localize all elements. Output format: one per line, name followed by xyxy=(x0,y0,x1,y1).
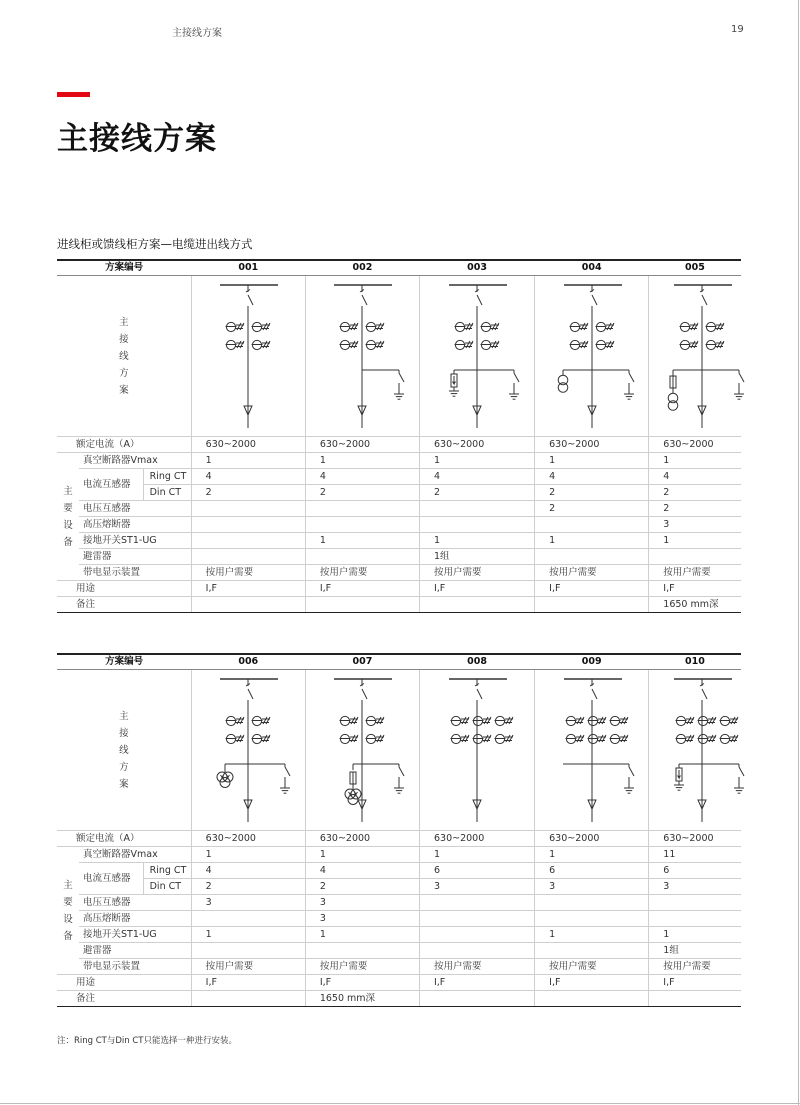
vcb-value: 1 xyxy=(191,453,305,469)
earthing-switch-row xyxy=(57,533,741,549)
hv-fuse-row xyxy=(57,517,741,533)
live-display-value: 按用户需要 xyxy=(305,565,419,581)
vcb-label: 真空断路器Vmax xyxy=(79,453,191,469)
remarks-value xyxy=(419,991,534,1007)
wire xyxy=(592,689,597,699)
vt-value: 3 xyxy=(305,895,419,911)
earthing-switch-value: 1 xyxy=(305,927,419,943)
wire xyxy=(362,689,367,699)
scheme-id: 006 xyxy=(191,654,305,670)
title-accent-bar xyxy=(57,92,90,97)
earthing-switch-row xyxy=(57,927,741,943)
table-header-row xyxy=(57,260,741,276)
hv-fuse-value xyxy=(535,517,649,533)
scheme-id: 004 xyxy=(535,260,649,276)
diagram-svg xyxy=(309,278,415,430)
single-line-diagram xyxy=(535,670,649,831)
single-line-diagram xyxy=(191,670,305,831)
din-ct-row xyxy=(57,485,741,501)
wire xyxy=(285,767,290,776)
single-line-diagram xyxy=(419,276,534,437)
earthing-switch-value: 1 xyxy=(649,533,741,549)
live-display-value: 按用户需要 xyxy=(191,565,305,581)
rated-current-row xyxy=(57,831,741,847)
ring-ct-value: 4 xyxy=(305,863,419,879)
diagram-group xyxy=(563,679,634,822)
vt-value: 2 xyxy=(535,501,649,517)
arrester-row xyxy=(57,943,741,959)
vt-value: 2 xyxy=(649,501,741,517)
remarks-label: 备注 xyxy=(57,597,191,613)
wire xyxy=(477,689,482,699)
vt-value xyxy=(649,895,741,911)
single-line-diagram xyxy=(305,276,419,437)
diagram-label-char: 线 xyxy=(119,744,129,756)
diagram-svg xyxy=(309,672,415,824)
wire xyxy=(592,295,597,305)
main-equipment-char: 要 xyxy=(63,896,73,908)
usage-value: I,F xyxy=(535,975,649,991)
diagram-group xyxy=(334,679,404,822)
earthing-switch-value: 1 xyxy=(535,927,649,943)
usage-value: I,F xyxy=(649,581,741,597)
arrester-value xyxy=(535,943,649,959)
din-ct-label: Din CT xyxy=(143,485,191,501)
diagram-row xyxy=(57,276,741,437)
page-title: 主接线方案 xyxy=(57,121,217,157)
single-line-diagram xyxy=(649,276,741,437)
diagram-svg xyxy=(424,672,530,824)
scheme-id: 005 xyxy=(649,260,741,276)
diagram-label-char: 案 xyxy=(119,384,129,396)
din-ct-value: 2 xyxy=(305,485,419,501)
vt-icon xyxy=(668,393,678,403)
page-edge-bottom xyxy=(0,1103,800,1104)
live-display-value: 按用户需要 xyxy=(191,959,305,975)
single-line-diagram xyxy=(305,670,419,831)
rated-current-value: 630~2000 xyxy=(649,831,741,847)
diagram-svg xyxy=(649,278,755,430)
rated-current-value: 630~2000 xyxy=(305,831,419,847)
hv-fuse-value xyxy=(535,911,649,927)
diagram-group xyxy=(668,285,744,428)
hv-fuse-value: 3 xyxy=(305,911,419,927)
remarks-value: 1650 mm深 xyxy=(305,991,419,1007)
remarks-row xyxy=(57,991,741,1007)
diagram-svg xyxy=(195,278,301,430)
arrester-label: 避雷器 xyxy=(79,943,191,959)
page-edge-right xyxy=(798,0,799,1105)
wire xyxy=(514,373,519,382)
vt-row xyxy=(57,895,741,911)
hv-fuse-row xyxy=(57,911,741,927)
rated-current-value: 630~2000 xyxy=(191,831,305,847)
live-display-row xyxy=(57,959,741,975)
usage-value: I,F xyxy=(419,581,534,597)
diagram-group xyxy=(217,679,290,822)
ring-ct-value: 4 xyxy=(191,469,305,485)
vcb-row xyxy=(57,453,741,469)
single-line-diagram xyxy=(649,670,741,831)
diagram-group xyxy=(220,285,278,428)
earthing-switch-value: 1 xyxy=(305,533,419,549)
live-display-value: 按用户需要 xyxy=(535,565,649,581)
vcb-value: 1 xyxy=(419,453,534,469)
scheme-id: 010 xyxy=(649,654,741,670)
usage-value: I,F xyxy=(191,581,305,597)
arrester-value xyxy=(191,943,305,959)
rated-current-value: 630~2000 xyxy=(191,437,305,453)
arrester-value: 1组 xyxy=(419,549,534,565)
ring-ct-value: 4 xyxy=(649,469,741,485)
rated-current-value: 630~2000 xyxy=(535,437,649,453)
din-ct-value: 2 xyxy=(649,485,741,501)
vcb-value: 1 xyxy=(535,847,649,863)
vcb-value: 1 xyxy=(305,453,419,469)
diagram-label-char: 接 xyxy=(119,727,129,739)
earthing-switch-value: 1 xyxy=(419,533,534,549)
wire xyxy=(477,295,482,305)
scheme-id: 008 xyxy=(419,654,534,670)
live-display-value: 按用户需要 xyxy=(419,565,534,581)
arrester-value: 1组 xyxy=(649,943,741,959)
vcb-value: 1 xyxy=(305,847,419,863)
rated-current-value: 630~2000 xyxy=(649,437,741,453)
ring-ct-value: 4 xyxy=(305,469,419,485)
arrester-value xyxy=(191,549,305,565)
ring-ct-label: Ring CT xyxy=(143,863,191,879)
diagram-label-char: 主 xyxy=(119,316,129,328)
earthing-switch-value xyxy=(191,533,305,549)
page-number: 19 xyxy=(731,24,744,35)
vt-icon xyxy=(558,383,568,393)
wire xyxy=(739,373,744,382)
main-equipment-char: 主 xyxy=(63,485,73,497)
scheme-no-label: 方案编号 xyxy=(57,654,191,670)
ring-ct-value: 4 xyxy=(419,469,534,485)
scheme-id: 007 xyxy=(305,654,419,670)
wire xyxy=(248,689,253,699)
hv-fuse-label: 高压熔断器 xyxy=(79,911,191,927)
diagram-svg xyxy=(195,672,301,824)
din-ct-value: 2 xyxy=(305,879,419,895)
diagram-label-char: 线 xyxy=(119,350,129,362)
single-line-diagram xyxy=(419,670,534,831)
diagram-label-char: 案 xyxy=(119,778,129,790)
scheme-id: 002 xyxy=(305,260,419,276)
usage-value: I,F xyxy=(305,581,419,597)
live-display-value: 按用户需要 xyxy=(649,565,741,581)
diagram-row-label xyxy=(57,670,191,831)
vcb-label: 真空断路器Vmax xyxy=(79,847,191,863)
hv-fuse-value xyxy=(191,911,305,927)
rated-current-row xyxy=(57,437,741,453)
earthing-switch-value: 1 xyxy=(191,927,305,943)
usage-value: I,F xyxy=(419,975,534,991)
rated-current-value: 630~2000 xyxy=(419,437,534,453)
earthing-switch-value: 1 xyxy=(649,927,741,943)
wire xyxy=(362,295,367,305)
din-ct-value: 2 xyxy=(535,485,649,501)
vcb-value: 1 xyxy=(649,453,741,469)
live-display-label: 带电显示装置 xyxy=(79,565,191,581)
diagram-group xyxy=(674,679,744,822)
usage-label: 用途 xyxy=(57,581,191,597)
live-display-value: 按用户需要 xyxy=(419,959,534,975)
din-ct-value: 3 xyxy=(649,879,741,895)
ring-ct-label: Ring CT xyxy=(143,469,191,485)
remarks-label: 备注 xyxy=(57,991,191,1007)
vt-value xyxy=(535,895,649,911)
rated-current-value: 630~2000 xyxy=(305,437,419,453)
ct-label: 电流互感器 xyxy=(79,469,143,501)
vt-value xyxy=(305,501,419,517)
diagram-label-char: 主 xyxy=(119,710,129,722)
din-ct-value: 2 xyxy=(419,485,534,501)
vcb-value: 1 xyxy=(419,847,534,863)
diagram-group xyxy=(334,285,404,428)
diagram-row xyxy=(57,670,741,831)
ring-ct-row xyxy=(57,469,741,485)
diagram-label-char: 方 xyxy=(119,761,129,773)
diagram-label-char: 接 xyxy=(119,333,129,345)
hv-fuse-value xyxy=(419,517,534,533)
main-equipment-char: 设 xyxy=(63,519,73,531)
arrester-value xyxy=(535,549,649,565)
wire xyxy=(629,767,634,776)
arrester-arrow-icon xyxy=(453,376,456,384)
vt-value xyxy=(419,501,534,517)
hv-fuse-value xyxy=(305,517,419,533)
scheme-table-2 xyxy=(57,653,741,1007)
wire xyxy=(702,295,707,305)
table-subtitle: 进线柜或馈线柜方案—电缆进出线方式 xyxy=(57,237,253,251)
scheme-id: 001 xyxy=(191,260,305,276)
arrester-value xyxy=(649,549,741,565)
remarks-value xyxy=(535,597,649,613)
vt-label: 电压互感器 xyxy=(79,895,191,911)
main-equipment-label xyxy=(57,453,79,581)
din-ct-row xyxy=(57,879,741,895)
vt-value xyxy=(191,501,305,517)
diagram-svg xyxy=(539,278,645,430)
vt-value xyxy=(419,895,534,911)
remarks-value xyxy=(419,597,534,613)
vcb-value: 1 xyxy=(191,847,305,863)
scheme-table-1 xyxy=(57,259,741,613)
vt-label: 电压互感器 xyxy=(79,501,191,517)
rated-current-label: 额定电流（A） xyxy=(57,831,191,847)
remarks-value xyxy=(649,991,741,1007)
remarks-value xyxy=(305,597,419,613)
din-ct-value: 2 xyxy=(191,485,305,501)
din-ct-value: 3 xyxy=(419,879,534,895)
remarks-value xyxy=(535,991,649,1007)
ring-ct-value: 6 xyxy=(535,863,649,879)
remarks-row xyxy=(57,597,741,613)
ring-ct-value: 6 xyxy=(419,863,534,879)
arrester-value xyxy=(305,549,419,565)
footnote: 注：Ring CT与Din CT只能选择一种进行安装。 xyxy=(57,1036,238,1046)
single-line-diagram xyxy=(191,276,305,437)
main-equipment-char: 主 xyxy=(63,879,73,891)
usage-value: I,F xyxy=(305,975,419,991)
main-equipment-char: 备 xyxy=(63,930,73,942)
remarks-value: 1650 mm深 xyxy=(649,597,741,613)
wire xyxy=(739,767,744,776)
hv-fuse-value: 3 xyxy=(649,517,741,533)
arrester-row xyxy=(57,549,741,565)
rated-current-value: 630~2000 xyxy=(535,831,649,847)
diagram-svg xyxy=(649,672,755,824)
wire xyxy=(248,295,253,305)
arrester-value xyxy=(305,943,419,959)
hv-fuse-value xyxy=(191,517,305,533)
vt-row xyxy=(57,501,741,517)
ring-ct-value: 4 xyxy=(535,469,649,485)
din-ct-value: 3 xyxy=(535,879,649,895)
vcb-value: 1 xyxy=(535,453,649,469)
live-display-value: 按用户需要 xyxy=(535,959,649,975)
vcb-value: 11 xyxy=(649,847,741,863)
main-equipment-char: 要 xyxy=(63,502,73,514)
wire xyxy=(629,373,634,382)
arrester-value xyxy=(419,943,534,959)
usage-row xyxy=(57,975,741,991)
usage-row xyxy=(57,581,741,597)
usage-value: I,F xyxy=(535,581,649,597)
live-display-value: 按用户需要 xyxy=(649,959,741,975)
hv-fuse-value xyxy=(649,911,741,927)
rated-current-label: 额定电流（A） xyxy=(57,437,191,453)
usage-value: I,F xyxy=(649,975,741,991)
earthing-switch-label: 接地开关ST1-UG xyxy=(79,927,191,943)
wire xyxy=(399,373,404,382)
remarks-value xyxy=(191,597,305,613)
live-display-row xyxy=(57,565,741,581)
earthing-switch-label: 接地开关ST1-UG xyxy=(79,533,191,549)
usage-value: I,F xyxy=(191,975,305,991)
diagram-label-char: 方 xyxy=(119,367,129,379)
vcb-row xyxy=(57,847,741,863)
live-display-value: 按用户需要 xyxy=(305,959,419,975)
arrester-label: 避雷器 xyxy=(79,549,191,565)
earthing-switch-value: 1 xyxy=(535,533,649,549)
scheme-id: 003 xyxy=(419,260,534,276)
ring-ct-row xyxy=(57,863,741,879)
diagram-group xyxy=(558,285,634,428)
diagram-group xyxy=(449,679,513,822)
ring-ct-value: 4 xyxy=(191,863,305,879)
diagram-row-label xyxy=(57,276,191,437)
scheme-id: 009 xyxy=(535,654,649,670)
hv-fuse-label: 高压熔断器 xyxy=(79,517,191,533)
main-equipment-label xyxy=(57,847,79,975)
wire xyxy=(399,767,404,776)
earthing-switch-value xyxy=(419,927,534,943)
wire xyxy=(702,689,707,699)
hv-fuse-value xyxy=(419,911,534,927)
diagram-svg xyxy=(424,278,530,430)
vt-icon xyxy=(558,375,568,385)
remarks-value xyxy=(191,991,305,1007)
din-ct-value: 2 xyxy=(191,879,305,895)
arrester-arrow-icon xyxy=(678,770,681,778)
running-header-section: 主接线方案 xyxy=(172,28,222,39)
live-display-label: 带电显示装置 xyxy=(79,959,191,975)
single-line-diagram xyxy=(535,276,649,437)
diagram-svg xyxy=(539,672,645,824)
vt-value: 3 xyxy=(191,895,305,911)
main-equipment-char: 备 xyxy=(63,536,73,548)
vt-icon xyxy=(668,401,678,411)
din-ct-label: Din CT xyxy=(143,879,191,895)
ring-ct-value: 6 xyxy=(649,863,741,879)
rated-current-value: 630~2000 xyxy=(419,831,534,847)
scheme-no-label: 方案编号 xyxy=(57,260,191,276)
table-header-row xyxy=(57,654,741,670)
ct-label: 电流互感器 xyxy=(79,863,143,895)
main-equipment-char: 设 xyxy=(63,913,73,925)
diagram-group xyxy=(449,285,519,428)
usage-label: 用途 xyxy=(57,975,191,991)
